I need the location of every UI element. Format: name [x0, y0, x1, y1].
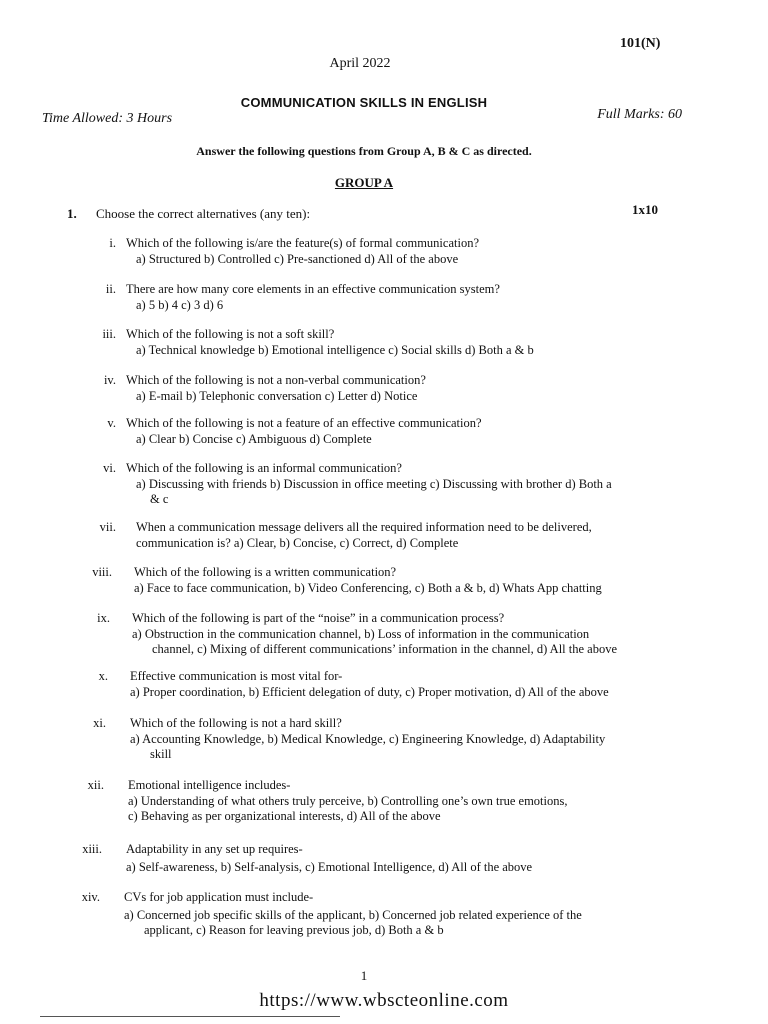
- item-options: a) Structured b) Controlled c) Pre-sanctioned d) All of the above: [136, 252, 459, 266]
- question-marks: 1x10: [632, 202, 658, 217]
- item-options: a) Understanding of what others truly perceive, b) Controlling one’s own true emotions,: [128, 794, 568, 808]
- item-options: a) 5 b) 4 c) 3 d) 6: [136, 298, 224, 312]
- item-question: Which of the following is/are the feature(s) of formal communication?: [126, 236, 479, 250]
- item-options-continued: skill: [150, 747, 172, 761]
- item-number: i.: [109, 236, 116, 250]
- item-question: CVs for job application must include-: [124, 890, 314, 904]
- item-number: xiv.: [81, 890, 100, 904]
- item-options: a) Clear b) Concise c) Ambiguous d) Complete: [136, 432, 372, 446]
- item-number: iv.: [103, 373, 116, 387]
- footer-url: https://www.wbscteonline.com: [259, 990, 509, 1011]
- item-number: viii.: [92, 565, 112, 579]
- item-options-continued: & c: [150, 492, 169, 506]
- question-number: 1.: [67, 206, 77, 221]
- item-options: a) Accounting Knowledge, b) Medical Knowledge, c) Engineering Knowledge, d) Adaptability: [130, 732, 606, 746]
- full-marks: Full Marks: 60: [597, 107, 682, 122]
- item-question: Emotional intelligence includes-: [128, 778, 291, 792]
- item-number: v.: [107, 416, 116, 430]
- question-text: Choose the correct alternatives (any ten):: [96, 206, 311, 221]
- instructions: Answer the following questions from Group A, B & C as directed.: [196, 144, 532, 158]
- item-options: a) Proper coordination, b) Efficient delegation of duty, c) Proper motivation, d) All of the above: [130, 685, 609, 699]
- item-question: Which of the following is not a non-verbal communication?: [126, 373, 426, 387]
- group-heading: GROUP A: [334, 175, 394, 190]
- item-question: Which of the following is not a feature of an effective communication?: [126, 416, 482, 430]
- item-number: x.: [98, 669, 108, 683]
- item-question: Which of the following is an informal communication?: [126, 461, 402, 475]
- item-number: vi.: [103, 461, 116, 475]
- item-options: a) Face to face communication, b) Video Conferencing, c) Both a & b, d) Whats App chatting: [134, 581, 602, 595]
- time-allowed: Time Allowed: 3 Hours: [42, 111, 173, 126]
- item-options-continued: channel, c) Mixing of different communications’ information in the channel, d) All the above: [152, 642, 618, 656]
- item-question: Which of the following is not a hard skill?: [130, 716, 342, 730]
- item-number: xiii.: [82, 842, 102, 856]
- item-question: Adaptability in any set up requires-: [126, 842, 303, 856]
- item-number: vii.: [99, 520, 116, 534]
- item-options-continued: c) Behaving as per organizational interests, d) All of the above: [128, 809, 441, 823]
- item-number: iii.: [102, 327, 116, 341]
- paper-code: 101(N): [620, 36, 661, 51]
- footer-divider: [40, 1016, 340, 1017]
- item-options: a) Concerned job specific skills of the applicant, b) Concerned job related experience of the: [124, 908, 582, 922]
- item-number: xi.: [93, 716, 106, 730]
- exam-date: April 2022: [329, 56, 391, 71]
- item-options: communication is? a) Clear, b) Concise, c) Correct, d) Complete: [136, 536, 459, 550]
- item-question: Which of the following is not a soft skill?: [126, 327, 335, 341]
- item-options: a) Obstruction in the communication channel, b) Loss of information in the communication: [132, 627, 590, 641]
- item-question: Which of the following is a written communication?: [134, 565, 397, 579]
- item-question: Which of the following is part of the “noise” in a communication process?: [132, 611, 505, 625]
- item-number: xii.: [87, 778, 104, 792]
- item-number: ii.: [105, 282, 116, 296]
- item-number: ix.: [97, 611, 110, 625]
- item-options-continued: applicant, c) Reason for leaving previous job, d) Both a & b: [144, 923, 444, 937]
- item-options: a) E-mail b) Telephonic conversation c) Letter d) Notice: [136, 389, 418, 403]
- item-question: There are how many core elements in an effective communication system?: [126, 282, 500, 296]
- item-options: a) Self-awareness, b) Self-analysis, c) Emotional Intelligence, d) All of the above: [126, 860, 533, 874]
- item-question: When a communication message delivers all the required information need to be delivered,: [136, 520, 592, 534]
- item-question: Effective communication is most vital for-: [130, 669, 343, 683]
- paper-title: COMMUNICATION SKILLS IN ENGLISH: [240, 95, 488, 110]
- item-options: a) Technical knowledge b) Emotional intelligence c) Social skills d) Both a & b: [136, 343, 534, 357]
- item-options: a) Discussing with friends b) Discussion in office meeting c) Discussing with brother d) Both a: [136, 477, 612, 491]
- page-number: 1: [360, 968, 368, 983]
